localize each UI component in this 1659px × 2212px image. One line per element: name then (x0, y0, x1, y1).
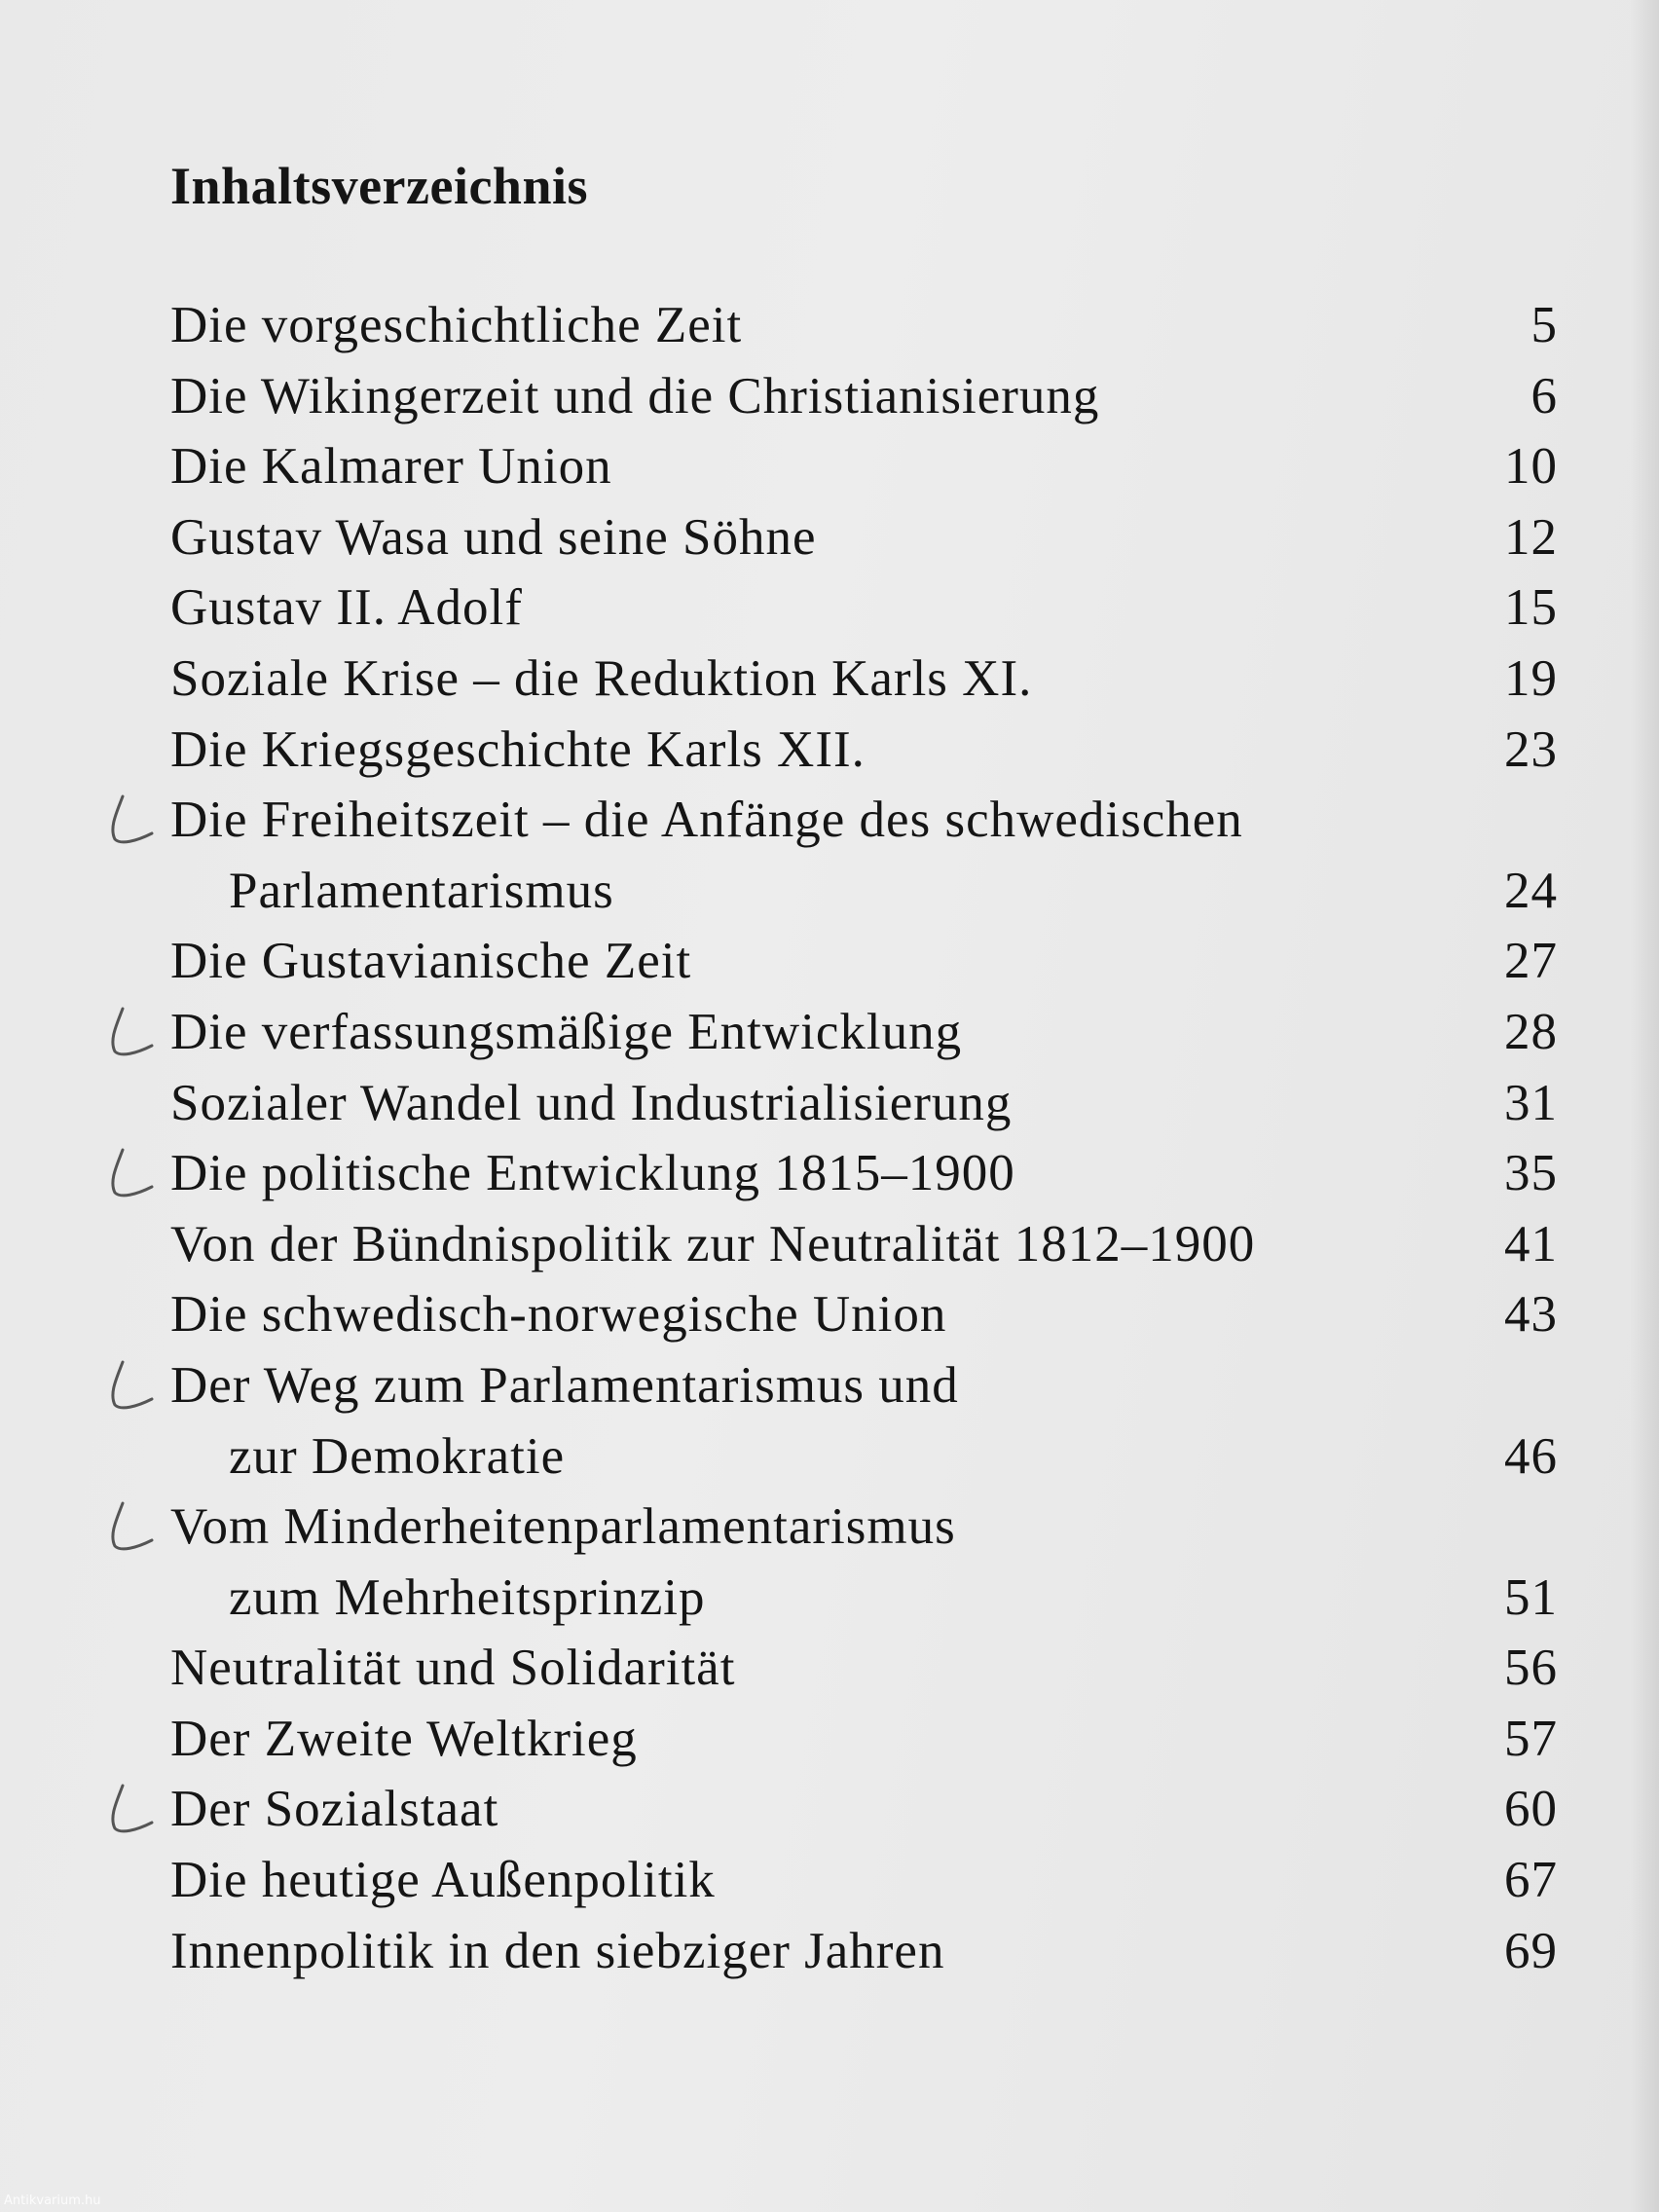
toc-entry (170, 644, 1558, 715)
toc-page-number: 69 (1504, 1922, 1558, 1979)
toc-entry-title: Die Gustavianische Zeit (170, 933, 692, 990)
toc-entry (170, 785, 1558, 856)
toc-entry (170, 1916, 1558, 1987)
toc-page-number: 43 (1504, 1286, 1558, 1344)
toc-entry (170, 1633, 1558, 1704)
table-of-contents (170, 290, 1558, 1986)
toc-page-number: 5 (1530, 297, 1558, 353)
toc-page-number: 6 (1530, 367, 1558, 424)
toc-entry-title: Die Freiheitszeit – die Anfänge des schwedischen (170, 792, 1243, 849)
page-edge-shadow (1630, 0, 1659, 2212)
toc-entry-title: Die Kriegsgeschichte Karls XII. (170, 720, 866, 778)
toc-page-number: 41 (1504, 1215, 1558, 1272)
toc-entry-title: zur Demokratie (229, 1427, 566, 1485)
toc-entry-title: Der Weg zum Parlamentarismus und (170, 1356, 959, 1414)
toc-page-number: 60 (1504, 1781, 1558, 1838)
toc-page-number: 46 (1504, 1427, 1558, 1485)
toc-entry (170, 1845, 1558, 1916)
toc-page-number: 27 (1504, 933, 1558, 990)
toc-page-number: 35 (1504, 1145, 1558, 1202)
page-title: Inhaltsverzeichnis (170, 157, 589, 215)
toc-entry (170, 502, 1558, 573)
toc-entry (170, 1209, 1558, 1280)
handwritten-check-mark-icon (97, 1780, 166, 1848)
toc-entry (170, 1068, 1558, 1139)
toc-entry-title: Die Wikingerzeit und die Christianisierung (170, 367, 1100, 424)
toc-page-number: 51 (1504, 1568, 1558, 1626)
toc-entry-title: Innenpolitik in den siebziger Jahren (170, 1922, 945, 1979)
toc-entry-title: Gustav Wasa und seine Söhne (170, 508, 817, 566)
toc-entry-title: Neutralität und Solidarität (170, 1640, 736, 1697)
toc-page-number: 56 (1504, 1640, 1558, 1697)
toc-entry-title: Vom Minderheitenparlamentarismus (170, 1498, 956, 1556)
toc-page-number: 57 (1504, 1710, 1558, 1767)
toc-entry-title: Sozialer Wandel und Industrialisierung (170, 1074, 1013, 1131)
toc-page-number: 12 (1504, 508, 1558, 566)
toc-entry-title: Parlamentarismus (229, 862, 614, 919)
toc-entry-title: Die politische Entwicklung 1815–1900 (170, 1145, 1015, 1202)
toc-entry-title: Die schwedisch-norwegische Union (170, 1286, 947, 1344)
toc-page-number: 23 (1504, 720, 1558, 778)
toc-entry (170, 572, 1558, 644)
toc-entry (170, 1138, 1558, 1209)
toc-entry (170, 1279, 1558, 1350)
handwritten-check-mark-icon (97, 1497, 166, 1566)
handwritten-check-mark-icon (97, 1003, 166, 1071)
toc-entry (170, 431, 1558, 502)
toc-entry-title: Die verfassungsmäßige Entwicklung (170, 1003, 963, 1060)
toc-entry (170, 1492, 1558, 1563)
handwritten-check-mark-icon (97, 1356, 166, 1424)
watermark: Antikvarium.hu (4, 2194, 101, 2208)
toc-page-number: 15 (1504, 579, 1558, 637)
toc-entry-title: Der Sozialstaat (170, 1781, 499, 1838)
toc-entry (170, 290, 1558, 361)
toc-entry (170, 715, 1558, 786)
toc-page-number: 19 (1504, 649, 1558, 707)
toc-page-number: 28 (1504, 1003, 1558, 1060)
toc-entry (170, 1704, 1558, 1775)
toc-page-number: 67 (1504, 1852, 1558, 1909)
toc-entry-title: Gustav II. Adolf (170, 579, 523, 637)
toc-entry-title: Die Kalmarer Union (170, 438, 612, 496)
toc-page-number: 24 (1504, 862, 1558, 919)
toc-entry-title: Die heutige Außenpolitik (170, 1852, 716, 1909)
toc-entry (170, 997, 1558, 1068)
toc-entry-continuation (170, 1421, 1558, 1493)
toc-entry-title: Von der Bündnispolitik zur Neutralität 1812–1900 (170, 1215, 1256, 1272)
toc-entry-continuation (170, 856, 1558, 927)
toc-entry-title: Der Zweite Weltkrieg (170, 1710, 638, 1767)
toc-entry (170, 1350, 1558, 1421)
toc-entry-title: zum Mehrheitsprinzip (229, 1568, 706, 1626)
toc-entry (170, 926, 1558, 997)
toc-entry-title: Soziale Krise – die Reduktion Karls XI. (170, 649, 1033, 707)
toc-entry (170, 361, 1558, 432)
toc-page-number: 31 (1504, 1074, 1558, 1131)
toc-entry (170, 1774, 1558, 1845)
toc-entry-title: Die vorgeschichtliche Zeit (170, 297, 743, 353)
handwritten-check-mark-icon (97, 791, 166, 859)
handwritten-check-mark-icon (97, 1144, 166, 1212)
toc-page-number: 10 (1504, 438, 1558, 496)
toc-entry-continuation (170, 1563, 1558, 1634)
